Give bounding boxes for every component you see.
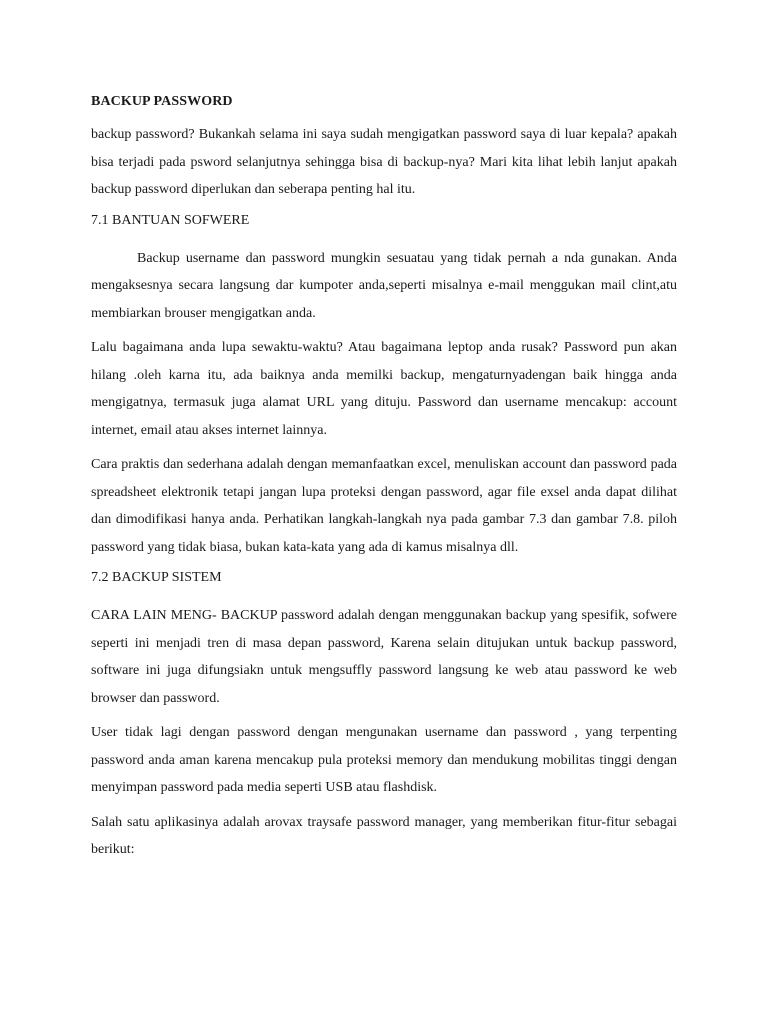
section2-paragraph-2: User tidak lagi dengan password dengan mengunakan username dan password , yang terpenting password anda aman karena mencakup pula proteksi memory dan mendukung mobilitas tinggi dengan menyimpan password pada media seperti USB atau flashdisk. (91, 725, 677, 795)
intro-paragraph: backup password? Bukankah selama ini saya sudah mengigatkan password saya di luar kepala? apakah bisa terjadi pada psword selanjutnya sehingga bisa di backup-nya? Mari kita lihat lebih lanjut apakah backup password diperlukan dan seberapa penting hal itu. (91, 127, 677, 197)
section-heading-7-1: 7.1 BANTUAN SOFWERE (91, 212, 250, 228)
section1-paragraph-3: Cara praktis dan sederhana adalah dengan memanfaatkan excel, menuliskan account dan password pada spreadsheet elektronik tetapi jangan lupa proteksi dengan password, agar file exsel anda dapat dilihat dan dimodifikasi hanya anda. Perhatikan langkah-langkah nya pada gambar 7.3 dan gambar 7.8. piloh password yang tidak biasa, bukan kata-kata yang ada di kamus misalnya dll. (91, 457, 677, 555)
section1-paragraph-2: Lalu bagaimana anda lupa sewaktu-waktu? Atau bagaimana leptop anda rusak? Password pun akan hilang .oleh karna itu, ada baiknya anda memilki backup, mengaturnyadengan baik hingga anda mengigatnya, termasuk juga alamat URL yang dituju. Password dan username mencakup: account internet, email atau akses internet lainnya. (91, 340, 677, 438)
document-page (91, 92, 677, 871)
section1-paragraph-1: Backup username dan password mungkin sesuatau yang tidak pernah a nda gunakan. Anda mengaksesnya secara langsung dar kumpoter anda,seperti misalnya e-mail menggukan mail clint,atu membiarkan brouser mengigatkan anda. (91, 250, 677, 321)
document-title: BACKUP PASSWORD (91, 94, 233, 109)
section2-paragraph-3: Salah satu aplikasinya adalah arovax traysafe password manager, yang memberikan fitur-fitur sebagai berikut: (91, 814, 677, 857)
section2-paragraph-1: CARA LAIN MENG- BACKUP password adalah dengan menggunakan backup yang spesifik, sofwere seperti ini menjadi tren di masa depan password, Karena selain ditujukan untuk backup password, software ini juga difungsiakn untuk mengsuffly password langsung ke web atau password ke web browser dan password. (91, 608, 677, 706)
section-heading-7-2: 7.2 BACKUP SISTEM (91, 570, 222, 585)
